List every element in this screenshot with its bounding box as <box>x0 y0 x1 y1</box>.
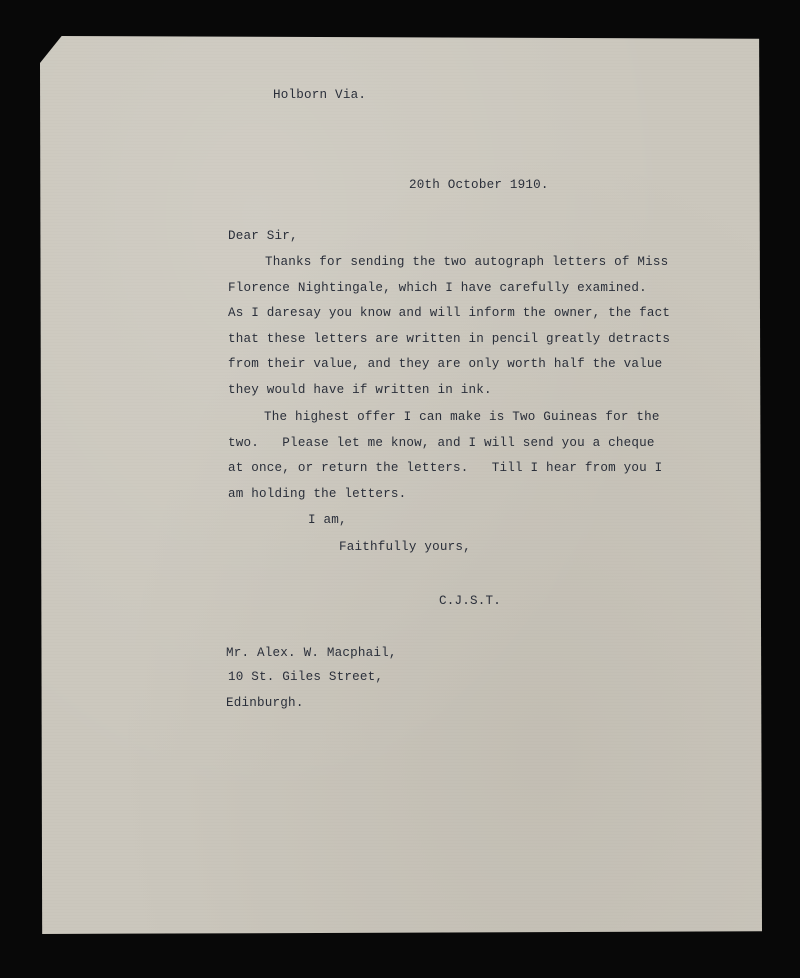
letter-page <box>40 36 762 934</box>
body-line: from their value, and they are only worth half the value <box>228 357 663 371</box>
closing: I am, <box>308 513 347 527</box>
recipient-city: Edinburgh. <box>226 696 304 710</box>
body-line: Thanks for sending the two autograph letters of Miss <box>265 255 669 269</box>
body-line: As I daresay you know and will inform the owner, the fact <box>228 306 671 320</box>
signature-initials: C.J.S.T. <box>439 594 502 608</box>
body-line: The highest offer I can make is Two Guineas for the <box>264 410 660 424</box>
body-line: am holding the letters. <box>228 487 407 501</box>
body-line: two. Please let me know, and I will send you a cheque <box>228 436 655 450</box>
letter-date: 20th October 1910. <box>409 178 549 192</box>
valediction: Faithfully yours, <box>339 540 471 554</box>
letterhead-location: Holborn Via. <box>273 88 367 102</box>
salutation: Dear Sir, <box>228 229 298 243</box>
body-line: at once, or return the letters. Till I hear from you I <box>228 461 663 475</box>
body-line: Florence Nightingale, which I have carefully examined. <box>228 281 647 295</box>
body-line: that these letters are written in pencil greatly detracts <box>228 332 671 346</box>
body-line: they would have if written in ink. <box>228 383 492 397</box>
recipient-name: Mr. Alex. W. Macphail, <box>226 646 397 660</box>
recipient-street: 10 St. Giles Street, <box>228 670 384 684</box>
